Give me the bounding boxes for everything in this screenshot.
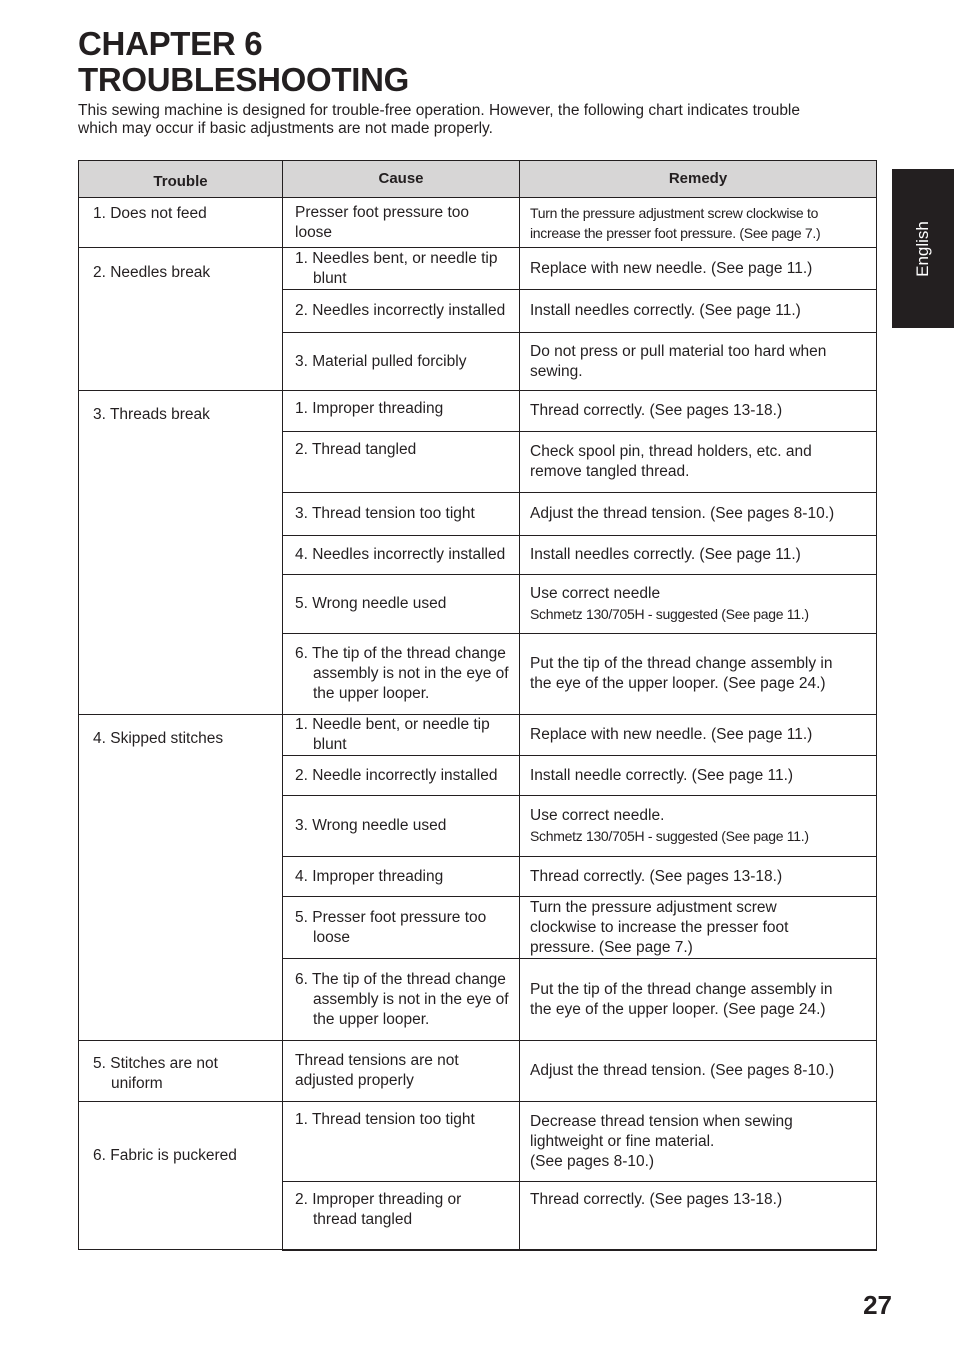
cause-cell: [283, 796, 520, 857]
remedy-line: sewing.: [530, 362, 583, 380]
remedy-line: (See pages 8-10.): [530, 1152, 655, 1170]
header-cause: Cause: [283, 161, 520, 198]
remedy-text: [530, 806, 866, 846]
remedy-cell: [520, 715, 877, 756]
trouble-cell: 6. Fabric is puckered: [79, 1102, 283, 1250]
remedy-line: Install needles correctly. (See page 11.): [530, 546, 801, 563]
remedy-text: [530, 342, 866, 382]
remedy-line: the eye of the upper looper. (See page 24.): [530, 675, 826, 692]
cause-text: 1. Needle bent, or needle tip blunt: [295, 716, 490, 753]
remedy-line: Thread correctly. (See pages 13-18.): [530, 402, 783, 419]
table-row: [79, 198, 877, 248]
cause-cell: [283, 432, 520, 493]
remedy-line: Adjust the thread tension. (See pages 8-10.): [530, 505, 835, 522]
remedy-cell: [520, 959, 877, 1041]
trouble-cell: 3. Threads break: [79, 391, 283, 715]
chapter-heading: TROUBLESHOOTING: [78, 61, 409, 98]
remedy-line: Turn the pressure adjustment screw clockwise to: [530, 204, 819, 221]
intro-line: which may occur if basic adjustments are not made properly.: [78, 120, 493, 137]
cause-cell: [283, 536, 520, 575]
remedy-text: [530, 654, 866, 694]
language-tab-label: English: [913, 220, 932, 277]
cause-cell: [283, 959, 520, 1041]
remedy-line: Decrease thread tension when sewing: [530, 1112, 793, 1130]
remedy-line: Schmetz 130/705H - suggested (See page 11.): [530, 606, 809, 622]
cause-text: 2. Needles incorrectly installed: [295, 302, 506, 319]
remedy-text: [530, 725, 866, 745]
remedy-text: [530, 301, 866, 321]
remedy-line: clockwise to increase the presser foot: [530, 918, 789, 936]
remedy-text: [530, 584, 866, 624]
cause-cell: [283, 493, 520, 536]
language-tab: [892, 169, 954, 328]
remedy-text: [530, 766, 866, 786]
cause-text: 3. Wrong needle used: [295, 817, 447, 834]
cause-cell: [283, 897, 520, 959]
remedy-text: [530, 1112, 866, 1172]
remedy-cell: [520, 432, 877, 493]
remedy-cell: [520, 756, 877, 796]
remedy-line: remove tangled thread.: [530, 463, 690, 480]
remedy-line: Thread correctly. (See pages 13-18.): [530, 867, 783, 885]
remedy-cell: [520, 198, 877, 248]
cause-cell: [283, 857, 520, 897]
remedy-line: Schmetz 130/705H - suggested (See page 11.): [530, 828, 809, 844]
remedy-line: Put the tip of the thread change assembly in: [530, 655, 833, 672]
table-row: [79, 1041, 877, 1102]
trouble-cell: 4. Skipped stitches: [79, 715, 283, 1041]
cause-text: 5. Presser foot pressure too loose: [295, 908, 487, 946]
header-remedy: Remedy: [520, 161, 877, 198]
remedy-text: [530, 203, 866, 243]
remedy-text: [530, 545, 866, 565]
remedy-cell: [520, 1041, 877, 1102]
cause-text: 6. The tip of the thread change assembly is not in the eye of the upper looper.: [295, 970, 509, 1028]
remedy-cell: [520, 857, 877, 897]
cause-cell: [283, 198, 520, 248]
cause-cell: [283, 290, 520, 333]
remedy-cell: [520, 333, 877, 391]
table-row: [79, 248, 877, 290]
remedy-cell: [520, 248, 877, 290]
remedy-cell: [520, 897, 877, 959]
remedy-cell: [520, 1182, 877, 1250]
cause-text: Thread tensions are not adjusted properly: [295, 1052, 459, 1089]
remedy-cell: [520, 634, 877, 715]
troubleshooting-table: [78, 160, 877, 1251]
table-row: [79, 1102, 877, 1182]
table-header-row: [79, 161, 877, 198]
header-trouble: Trouble: [79, 161, 283, 198]
cause-text: 4. Improper threading: [295, 867, 444, 885]
remedy-text: [530, 898, 866, 958]
remedy-line: the eye of the upper looper. (See page 24.): [530, 1000, 826, 1018]
remedy-line: pressure. (See page 7.): [530, 938, 693, 956]
remedy-text: [530, 980, 866, 1020]
remedy-text: [530, 867, 866, 887]
cause-cell: [283, 1182, 520, 1250]
cause-text: 2. Needle incorrectly installed: [295, 766, 498, 784]
remedy-cell: [520, 536, 877, 575]
remedy-cell: [520, 1102, 877, 1182]
remedy-line: Check spool pin, thread holders, etc. and: [530, 443, 812, 460]
cause-text: 3. Material pulled forcibly: [295, 352, 467, 370]
cause-text: 1. Improper threading: [295, 400, 444, 417]
cause-cell: [283, 634, 520, 715]
remedy-cell: [520, 796, 877, 857]
remedy-text: [530, 1061, 866, 1081]
remedy-cell: [520, 290, 877, 333]
table-row: [79, 391, 877, 432]
remedy-line: Install needle correctly. (See page 11.): [530, 766, 794, 784]
cause-cell: [283, 248, 520, 290]
remedy-text: [530, 442, 866, 482]
remedy-line: Do not press or pull material too hard when: [530, 342, 827, 360]
trouble-cell: 5. Stitches are not uniform: [79, 1041, 283, 1102]
cause-cell: [283, 1102, 520, 1182]
cause-cell: [283, 756, 520, 796]
remedy-line: increase the presser foot pressure. (See page 7.): [530, 224, 821, 241]
page-number: 27: [863, 1290, 892, 1320]
remedy-cell: [520, 391, 877, 432]
cause-text: Presser foot pressure too loose: [295, 203, 470, 241]
cause-text: 5. Wrong needle used: [295, 595, 447, 612]
remedy-text: [530, 259, 866, 279]
remedy-line: Replace with new needle. (See page 11.): [530, 726, 813, 743]
remedy-line: Put the tip of the thread change assembly in: [530, 980, 833, 998]
cause-text: 3. Thread tension too tight: [295, 505, 475, 522]
cause-text: 1. Needles bent, or needle tip blunt: [295, 249, 498, 287]
cause-cell: [283, 715, 520, 756]
cause-text: 2. Improper threading or thread tangled: [295, 1191, 462, 1228]
remedy-text: [530, 504, 866, 524]
chapter-title: [78, 26, 409, 98]
remedy-line: Replace with new needle. (See page 11.): [530, 259, 813, 277]
cause-cell: [283, 1041, 520, 1102]
remedy-line: Install needles correctly. (See page 11.): [530, 302, 801, 319]
cause-text: 1. Thread tension too tight: [295, 1111, 475, 1128]
cause-text: 6. The tip of the thread change assembly is not in the eye of the upper looper.: [295, 645, 509, 702]
remedy-cell: [520, 575, 877, 634]
remedy-line: Adjust the thread tension. (See pages 8-10.): [530, 1062, 835, 1079]
chapter-number: CHAPTER 6: [78, 25, 263, 62]
remedy-cell: [520, 493, 877, 536]
cause-text: 2. Thread tangled: [295, 441, 417, 458]
remedy-line: Use correct needle: [530, 585, 661, 602]
remedy-line: Thread correctly. (See pages 13-18.): [530, 1191, 783, 1208]
cause-cell: [283, 575, 520, 634]
remedy-text: [530, 401, 866, 421]
cause-cell: [283, 391, 520, 432]
remedy-line: Turn the pressure adjustment screw: [530, 898, 777, 916]
remedy-line: Use correct needle.: [530, 807, 665, 824]
cause-text: 4. Needles incorrectly installed: [295, 546, 506, 563]
table-row: [79, 715, 877, 756]
intro-paragraph: [78, 102, 878, 138]
intro-line: This sewing machine is designed for trouble-free operation. However, the following chart indicates trouble: [78, 102, 800, 119]
trouble-cell: 2. Needles break: [79, 248, 283, 391]
remedy-text: [530, 1190, 866, 1210]
trouble-cell: 1. Does not feed: [79, 198, 283, 248]
cause-cell: [283, 333, 520, 391]
remedy-line: lightweight or fine material.: [530, 1132, 715, 1150]
